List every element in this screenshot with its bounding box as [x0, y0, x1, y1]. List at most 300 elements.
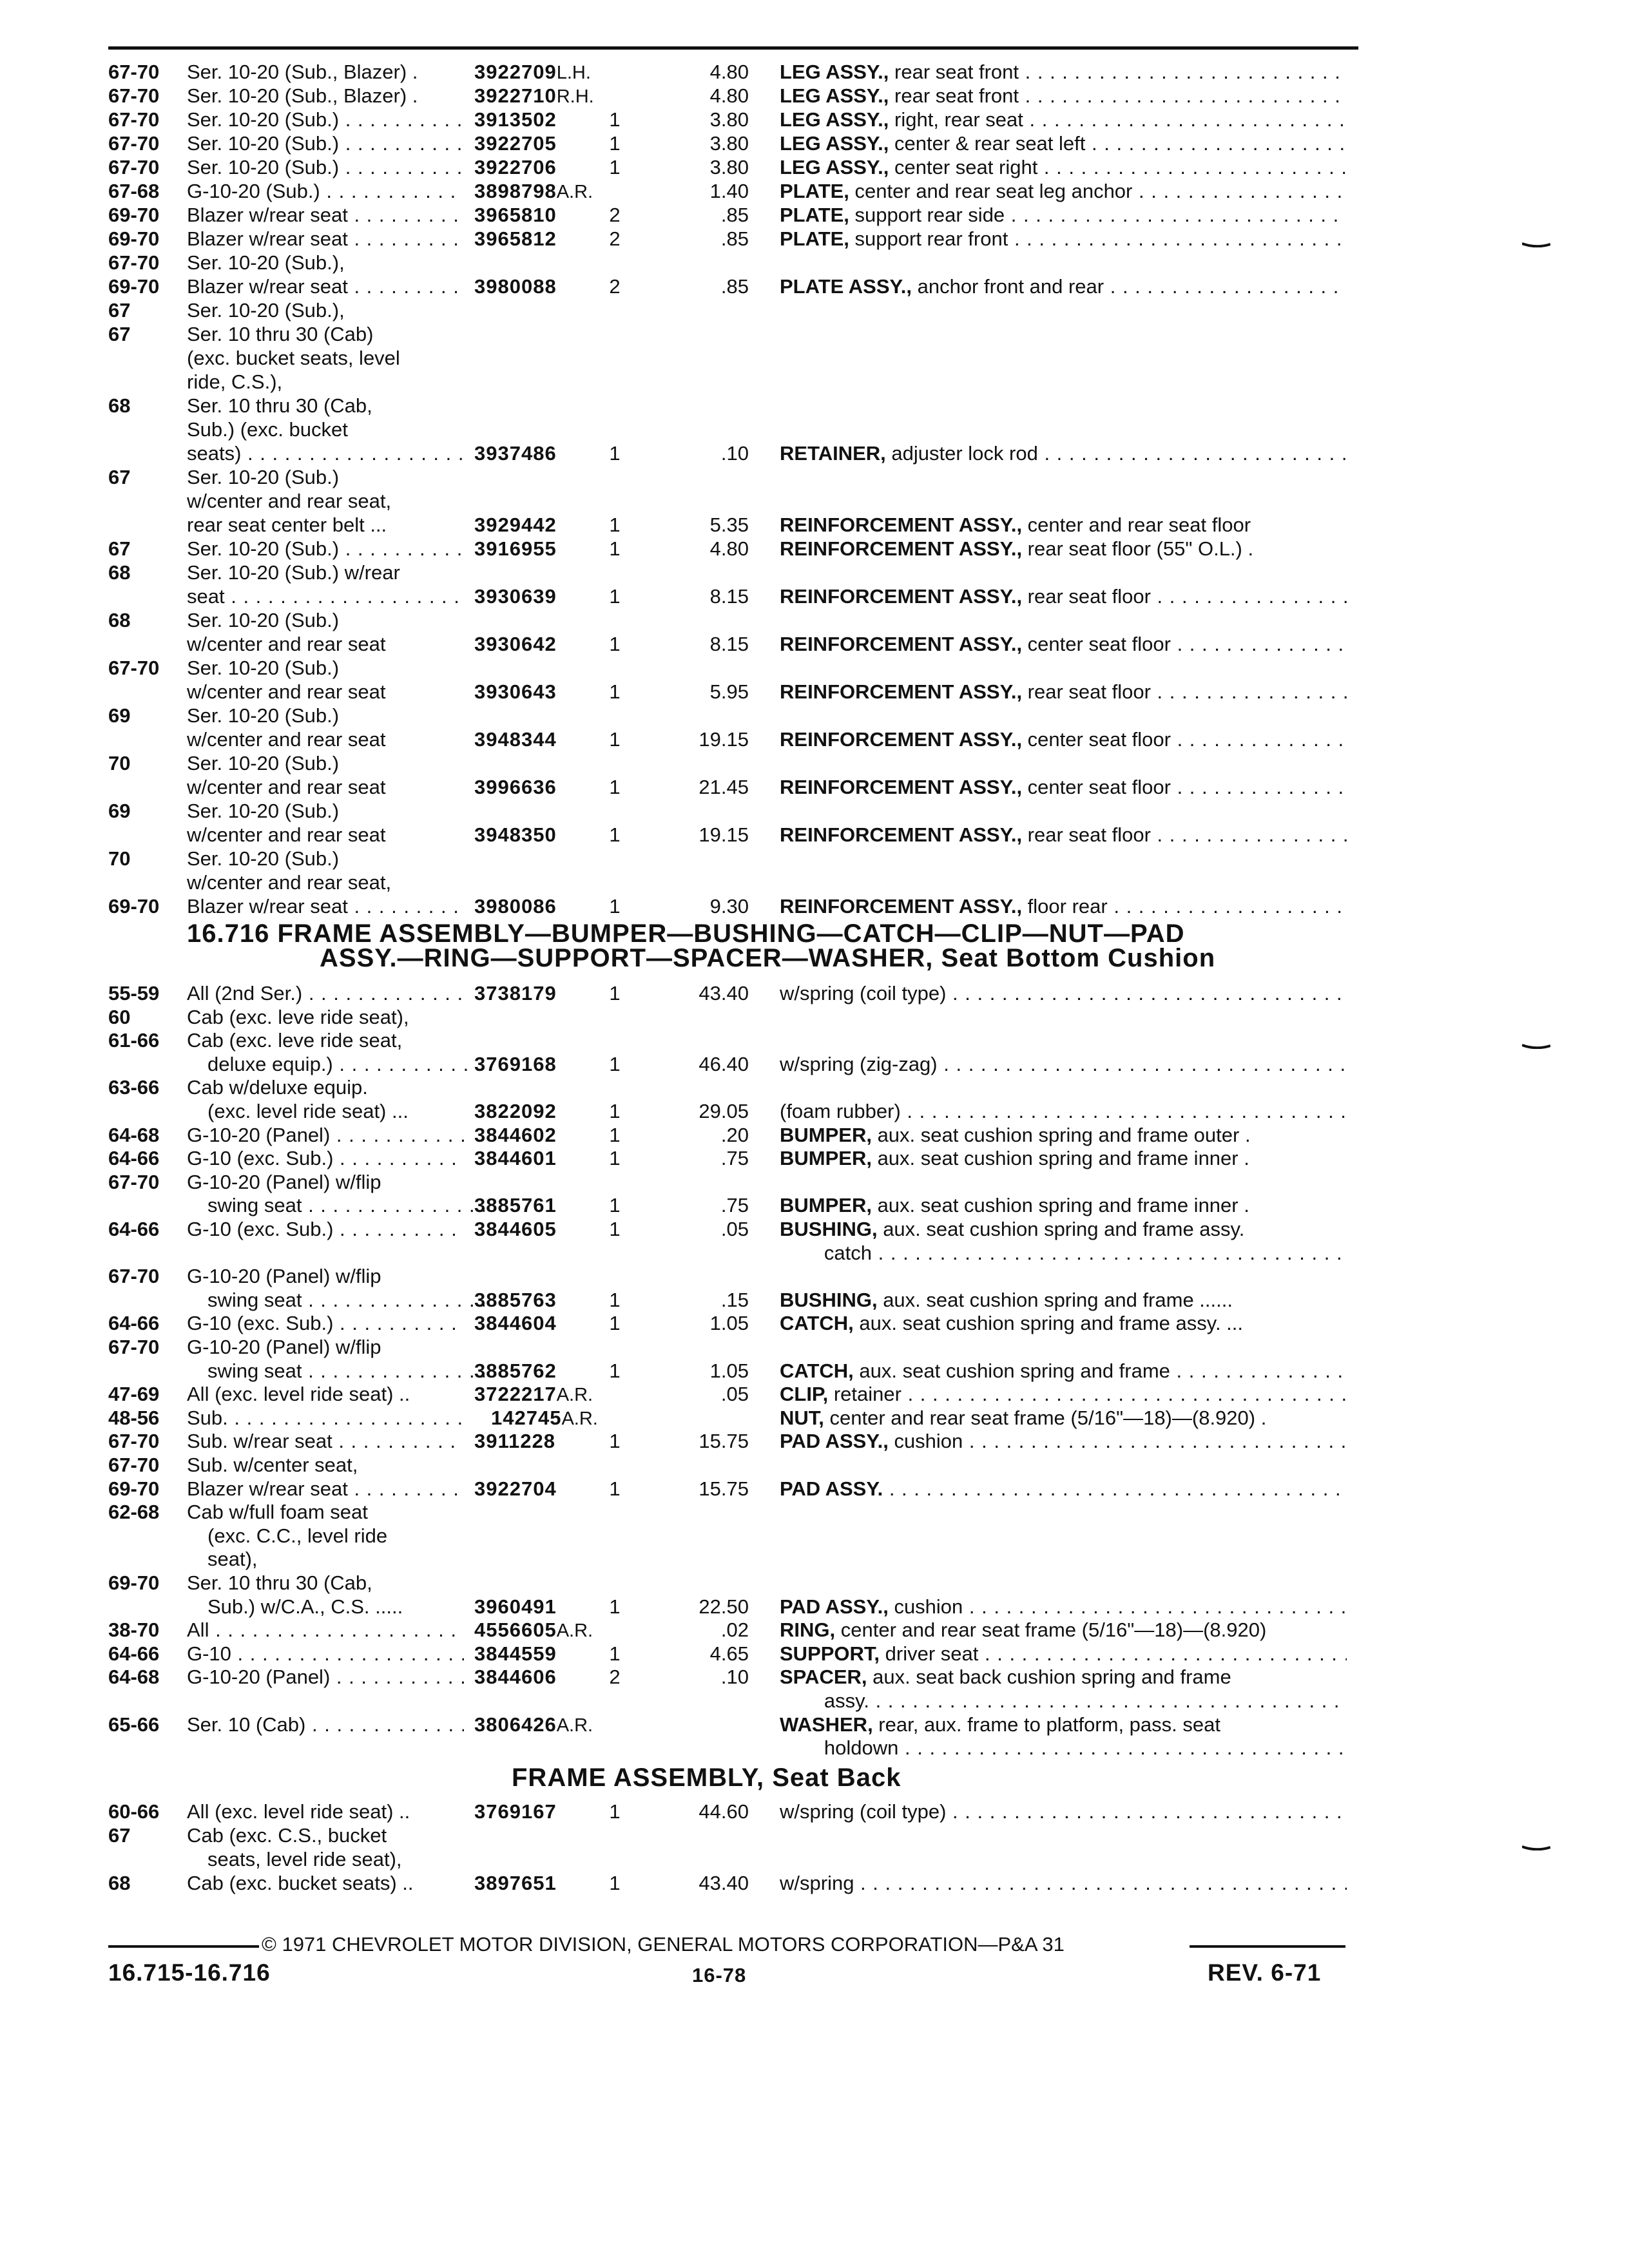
part-row — [0, 417, 1629, 443]
part-name — [780, 1146, 1347, 1171]
quantity: 1 — [609, 537, 621, 560]
part-name — [780, 1870, 1347, 1896]
part-name — [780, 1664, 1347, 1690]
part-name-detail: support rear side — [849, 204, 1005, 226]
part-row — [0, 393, 1629, 419]
part-number — [474, 536, 557, 562]
part-name-bold: REINFORCEMENT ASSY., — [780, 537, 1023, 560]
part-number-value: 3922706 — [474, 156, 557, 178]
footer-rule-left — [108, 1945, 259, 1948]
quantity: 2 — [609, 275, 621, 298]
part-row — [0, 1546, 1629, 1572]
part-name — [780, 1594, 1347, 1620]
quantity: 1 — [609, 1288, 621, 1311]
part-row — [0, 1428, 1629, 1454]
model-years: 69-70 — [108, 275, 160, 298]
model-years: 67-70 — [108, 1454, 160, 1476]
model-years: 67 — [108, 466, 131, 488]
part-name-detail: center and rear seat leg anchor — [849, 180, 1133, 202]
part-number-value: 3930643 — [474, 680, 557, 703]
part-row — [0, 1405, 1629, 1431]
part-name-bold: PLATE ASSY., — [780, 275, 912, 298]
part-number — [474, 274, 557, 300]
application-description: (exc. C.C., level ride — [207, 1524, 388, 1547]
part-name-bold: PAD ASSY. — [780, 1477, 883, 1500]
part-row — [0, 1688, 1629, 1714]
part-name — [780, 83, 1347, 109]
part-number-value: 3922705 — [474, 132, 557, 155]
application-description: Ser. 10-20 (Sub., Blazer) . — [187, 61, 418, 83]
application-description: w/center and rear seat — [187, 823, 386, 846]
part-number-value: 3965810 — [474, 204, 557, 226]
part-number — [474, 83, 594, 110]
price: .10 — [720, 1666, 749, 1689]
quantity: 1 — [609, 823, 621, 846]
application-description: Ser. 10-20 (Sub.), — [187, 251, 345, 274]
part-row — [0, 441, 1629, 466]
part-name-bold: CATCH, — [780, 1359, 854, 1382]
quantity: 1 — [609, 776, 621, 798]
model-years: 67-70 — [108, 84, 160, 107]
part-row — [0, 1122, 1629, 1148]
part-row — [0, 751, 1629, 776]
part-row — [0, 1264, 1629, 1289]
application-description: G-10 (exc. Sub.) . . . — [187, 1146, 464, 1171]
part-name-detail: aux. seat cushion spring and frame inner . — [871, 1147, 1249, 1170]
application-description: Ser. 10-20 (Sub.) w/rear — [187, 561, 400, 584]
quantity: 1 — [609, 1147, 621, 1170]
model-years: 67-70 — [108, 132, 160, 155]
quantity: 1 — [609, 1642, 621, 1665]
part-number — [474, 441, 557, 466]
part-row — [0, 1099, 1629, 1124]
quantity: 1 — [609, 514, 621, 536]
part-name — [780, 822, 1347, 848]
application-description: Sub. w/center seat, — [187, 1454, 358, 1476]
part-name — [780, 1799, 1347, 1825]
part-row — [0, 870, 1629, 896]
part-name-bold: LEG ASSY., — [780, 84, 889, 107]
part-number — [474, 1617, 593, 1644]
part-name-bold: PAD ASSY., — [780, 1430, 889, 1453]
part-name — [780, 536, 1347, 562]
part-row — [0, 1617, 1629, 1643]
part-number — [474, 1193, 557, 1218]
price: 15.75 — [699, 1430, 749, 1453]
part-number — [491, 1405, 598, 1432]
part-number — [474, 1428, 555, 1454]
part-number — [474, 822, 557, 848]
part-number-value: 3930639 — [474, 585, 557, 608]
part-name-bold: REINFORCEMENT ASSY., — [780, 585, 1023, 608]
part-name-detail: center seat floor — [1022, 633, 1171, 655]
part-number — [474, 226, 557, 252]
quantity: 1 — [609, 1359, 621, 1382]
part-number-value: 3885763 — [474, 1288, 557, 1311]
model-years: 67-70 — [108, 657, 160, 679]
model-years: 69-70 — [108, 895, 160, 918]
application-description: Ser. 10-20 (Sub.) — [187, 800, 340, 822]
part-row — [0, 1712, 1629, 1738]
part-name-bold: RING, — [780, 1619, 836, 1642]
part-number — [474, 1664, 557, 1690]
part-name-bold: PLATE, — [780, 180, 849, 202]
part-name-detail: (foam rubber) — [780, 1100, 901, 1122]
part-row — [0, 703, 1629, 729]
part-number — [474, 1476, 557, 1502]
quantity: 1 — [609, 1872, 621, 1894]
part-name-detail: cushion — [888, 1430, 963, 1453]
part-name-detail: center and rear seat frame (5/16"—18)—(8.920) — [835, 1619, 1267, 1642]
model-years: 63-66 — [108, 1076, 160, 1099]
part-name-bold: SPACER, — [780, 1666, 867, 1689]
part-name-detail: center seat floor — [1022, 728, 1171, 751]
part-name-detail: floor rear — [1022, 895, 1108, 918]
application-description: Cab (exc. bucket seats) .. — [187, 1872, 414, 1894]
part-row — [0, 1823, 1629, 1849]
part-row — [0, 679, 1629, 705]
quantity: 1 — [609, 1218, 621, 1240]
part-number — [474, 981, 557, 1006]
part-row — [0, 83, 1629, 109]
part-number — [474, 584, 557, 610]
part-name — [780, 1476, 1347, 1502]
part-row — [0, 59, 1629, 85]
model-years: 69-70 — [108, 1477, 160, 1500]
part-name-detail: aux. seat cushion spring and frame inner . — [871, 1194, 1249, 1217]
application-description: ride, C.S.), — [187, 370, 283, 393]
part-number — [474, 155, 557, 180]
part-name — [780, 1617, 1347, 1643]
part-number-suffix: A.R. — [556, 182, 593, 202]
quantity: 2 — [609, 227, 621, 250]
part-number-value: 3960491 — [474, 1595, 557, 1618]
part-name — [780, 131, 1347, 157]
part-number — [474, 512, 557, 538]
part-row — [0, 655, 1629, 681]
model-years: 47-69 — [108, 1383, 160, 1406]
price: 3.80 — [709, 108, 749, 131]
quantity: 1 — [609, 1430, 621, 1453]
application-description: G-10 . . . — [187, 1641, 464, 1667]
model-years: 68 — [108, 609, 131, 631]
part-row — [0, 1641, 1629, 1667]
part-row — [0, 274, 1629, 300]
part-row — [0, 1311, 1629, 1336]
application-description: Ser. 10 thru 30 (Cab, — [187, 394, 372, 417]
part-number-value: 3844605 — [474, 1218, 557, 1240]
model-years: 64-66 — [108, 1218, 160, 1240]
part-number-value: 3911228 — [474, 1430, 555, 1453]
price: 46.40 — [699, 1052, 749, 1075]
price: 4.80 — [709, 61, 749, 83]
part-number — [474, 679, 557, 705]
application-description: G-10-20 (Sub.) . . . — [187, 178, 464, 204]
part-name — [780, 1712, 1347, 1738]
part-number-value: 3844606 — [474, 1666, 557, 1689]
part-name-bold: BUSHING, — [780, 1288, 878, 1311]
price: 4.80 — [709, 84, 749, 107]
part-row — [0, 131, 1629, 157]
part-row — [0, 894, 1629, 919]
price: 15.75 — [699, 1477, 749, 1500]
part-number-suffix: R.H. — [556, 86, 594, 107]
application-description: Ser. 10-20 (Sub.) . . . — [187, 131, 464, 157]
application-description: (exc. level ride seat) ... — [207, 1100, 409, 1122]
part-number — [474, 1122, 557, 1148]
section-heading-seat-back: FRAME ASSEMBLY, Seat Back — [512, 1763, 901, 1792]
part-number — [474, 1381, 593, 1408]
part-number — [474, 1358, 557, 1384]
part-name-bold: LEG ASSY., — [780, 61, 889, 83]
part-number-value: 3806426 — [474, 1713, 557, 1736]
part-number-suffix: A.R. — [561, 1408, 598, 1429]
model-years: 67-70 — [108, 156, 160, 178]
part-name — [780, 1311, 1347, 1336]
part-row — [0, 536, 1629, 562]
application-description: All (2nd Ser.) . . . — [187, 981, 464, 1006]
quantity: 1 — [609, 1123, 621, 1146]
application-description: All (exc. level ride seat) .. — [187, 1383, 410, 1406]
margin-tick-mark — [1522, 1845, 1550, 1850]
footer-copyright: © 1971 CHEVROLET MOTOR DIVISION, GENERAL MOTORS CORPORATION—P&A 31 — [262, 1933, 1065, 1956]
footer-page-number: 16-78 — [692, 1964, 747, 1986]
application-description: Cab (exc. leve ride seat, — [187, 1029, 403, 1052]
model-years: 69-70 — [108, 227, 160, 250]
application-description: Ser. 10 thru 30 (Cab, — [187, 1571, 372, 1594]
margin-tick-mark — [1522, 242, 1550, 247]
model-years: 61-66 — [108, 1029, 160, 1052]
price: 29.05 — [699, 1100, 749, 1122]
part-name-bold: REINFORCEMENT ASSY., — [780, 728, 1023, 751]
part-name — [780, 512, 1347, 538]
application-description: seat . . . — [187, 584, 464, 610]
model-years: 70 — [108, 847, 131, 870]
part-row — [0, 1240, 1629, 1266]
price: 19.15 — [699, 728, 749, 751]
price: 1.05 — [709, 1359, 749, 1382]
part-number — [474, 1712, 593, 1738]
part-row — [0, 1870, 1629, 1896]
part-number-value: 4556605 — [474, 1619, 557, 1642]
part-name-detail: center and rear seat floor — [1022, 514, 1251, 536]
part-name — [780, 981, 1347, 1006]
application-description: Ser. 10-20 (Sub.) . . . — [187, 107, 464, 133]
part-name-detail: w/spring (coil type) — [780, 982, 947, 1004]
price: 5.35 — [709, 514, 749, 536]
application-description: Sub.) (exc. bucket — [187, 418, 348, 441]
model-years: 64-66 — [108, 1147, 160, 1170]
part-number-value: 3916955 — [474, 537, 557, 560]
quantity: 1 — [609, 585, 621, 608]
part-number-value: 3948350 — [474, 823, 557, 846]
application-description: All (exc. level ride seat) .. — [187, 1800, 410, 1823]
model-years: 64-68 — [108, 1666, 160, 1689]
model-years: 67-70 — [108, 251, 160, 274]
part-name-detail: cushion — [888, 1595, 963, 1618]
part-number — [474, 1799, 557, 1825]
part-name-detail: anchor front and rear — [911, 275, 1104, 298]
top-rule — [108, 46, 1358, 50]
quantity: 1 — [609, 1312, 621, 1335]
part-name-bold: LEG ASSY., — [780, 156, 889, 178]
part-name-bold: BUMPER, — [780, 1194, 872, 1217]
part-name-detail: aux. seat cushion spring and frame ...... — [877, 1288, 1233, 1311]
model-years: 38-70 — [108, 1619, 160, 1642]
part-row — [0, 345, 1629, 371]
model-years: 55-59 — [108, 982, 160, 1004]
part-name-detail: center & rear seat left — [889, 132, 1086, 155]
part-number-value: 3980086 — [474, 895, 557, 918]
part-row — [0, 631, 1629, 657]
part-name-bold: NUT, — [780, 1406, 824, 1429]
part-name — [780, 774, 1347, 800]
application-description: Ser. 10 (Cab) . . . — [187, 1712, 464, 1738]
part-name-bold: PAD ASSY., — [780, 1595, 889, 1618]
quantity: 1 — [609, 442, 621, 465]
model-years: 69-70 — [108, 1571, 160, 1594]
part-number-value: 3929442 — [474, 514, 557, 536]
price: 43.40 — [699, 1872, 749, 1894]
part-row — [0, 1075, 1629, 1100]
model-years: 64-66 — [108, 1312, 160, 1335]
price: 8.15 — [709, 585, 749, 608]
footer-section-range: 16.715-16.716 — [108, 1959, 271, 1986]
part-name — [780, 178, 1347, 204]
application-description: rear seat center belt ... — [187, 514, 387, 536]
application-description: swing seat . . . — [187, 1358, 485, 1384]
model-years: 70 — [108, 752, 131, 774]
part-name-detail: retainer — [828, 1383, 901, 1406]
part-name — [780, 1428, 1347, 1454]
price: 44.60 — [699, 1800, 749, 1823]
application-description: Ser. 10-20 (Sub.), — [187, 299, 345, 322]
price: .75 — [720, 1147, 749, 1170]
price: .85 — [720, 227, 749, 250]
part-name — [780, 202, 1347, 228]
part-row — [0, 1216, 1629, 1242]
part-row — [0, 1146, 1629, 1171]
part-row — [0, 1523, 1629, 1549]
model-years: 64-68 — [108, 1123, 160, 1146]
part-name — [780, 584, 1347, 610]
quantity: 1 — [609, 633, 621, 655]
part-name-bold: RETAINER, — [780, 442, 886, 465]
quantity: 1 — [609, 1800, 621, 1823]
part-row — [0, 981, 1629, 1006]
part-row — [0, 1381, 1629, 1407]
model-years: 67-70 — [108, 1170, 160, 1193]
part-number — [474, 1287, 557, 1313]
model-years: 67 — [108, 323, 131, 345]
part-row — [0, 155, 1629, 180]
part-row — [0, 1052, 1629, 1077]
part-row — [0, 1193, 1629, 1218]
model-years: 67-70 — [108, 1265, 160, 1288]
part-number-suffix: A.R. — [556, 1715, 593, 1736]
application-description: Blazer w/rear seat . . . — [187, 894, 464, 919]
application-description: Sub.) w/C.A., C.S. ..... — [207, 1595, 403, 1618]
application-description: w/center and rear seat, — [187, 871, 392, 894]
part-name-detail: aux. seat cushion spring and frame assy. — [877, 1218, 1245, 1240]
part-name — [780, 107, 1347, 133]
application-description: Blazer w/rear seat . . . — [187, 226, 464, 252]
section-heading-16-716-line-1: 16.716 FRAME ASSEMBLY—BUMPER—BUSHING—CATCH—CLIP—NUT—PAD — [187, 919, 1185, 948]
part-number-value: 3738179 — [474, 982, 557, 1004]
part-row — [0, 107, 1629, 133]
application-description: Cab w/full foam seat — [187, 1501, 368, 1524]
part-number — [474, 131, 557, 157]
part-row — [0, 560, 1629, 586]
part-row — [0, 584, 1629, 610]
application-description: Cab (exc. C.S., bucket — [187, 1824, 387, 1847]
part-row — [0, 322, 1629, 347]
part-row — [0, 178, 1629, 204]
application-description: Ser. 10-20 (Sub.) — [187, 609, 340, 631]
application-description: seat), — [207, 1548, 258, 1571]
part-name-detail: aux. seat back cushion spring and frame — [867, 1666, 1231, 1689]
part-name-detail: catch — [780, 1241, 872, 1264]
part-number-value: 3922709 — [474, 61, 557, 83]
price: .02 — [720, 1619, 749, 1642]
price: 3.80 — [709, 132, 749, 155]
model-years: 62-68 — [108, 1501, 160, 1524]
part-name-detail: w/spring (coil type) — [780, 1800, 947, 1823]
application-description: Blazer w/rear seat . . . — [187, 202, 464, 228]
application-description: Ser. 10-20 (Sub.) . . . — [187, 155, 464, 180]
part-number — [474, 727, 557, 753]
part-name — [780, 1122, 1347, 1148]
part-row — [0, 1594, 1629, 1620]
model-years: 69 — [108, 704, 131, 727]
part-number-value: 3769167 — [474, 1800, 557, 1823]
part-number-value: 3922710 — [474, 84, 557, 107]
part-name — [780, 1735, 1347, 1761]
part-name — [780, 155, 1347, 180]
part-name — [780, 1405, 1347, 1431]
part-number — [474, 1594, 557, 1620]
part-number-value: 3965812 — [474, 227, 557, 250]
part-name-detail: aux. seat cushion spring and frame — [853, 1359, 1170, 1382]
part-number — [474, 1870, 557, 1896]
part-row — [0, 1847, 1629, 1872]
part-name-detail: center seat right — [889, 156, 1038, 178]
part-row — [0, 774, 1629, 800]
part-number-suffix: A.R. — [556, 1385, 593, 1406]
part-name-detail: rear seat floor — [1022, 680, 1151, 703]
part-name-bold: BUSHING, — [780, 1218, 878, 1240]
application-description: w/center and rear seat — [187, 728, 386, 751]
part-name-bold: BUMPER, — [780, 1123, 872, 1146]
part-row — [0, 798, 1629, 824]
model-years: 48-56 — [108, 1406, 160, 1429]
model-years: 67-70 — [108, 61, 160, 83]
application-description: G-10 (exc. Sub.) . . . — [187, 1311, 464, 1336]
part-name — [780, 1099, 1347, 1124]
part-name — [780, 1381, 1347, 1407]
part-row — [0, 1287, 1629, 1313]
footer-revision: REV. 6-71 — [1208, 1959, 1322, 1986]
application-description: Blazer w/rear seat . . . — [187, 274, 464, 300]
footer-rule-right — [1190, 1945, 1345, 1948]
part-name-bold: BUMPER, — [780, 1147, 872, 1170]
quantity: 1 — [609, 982, 621, 1004]
price: 21.45 — [699, 776, 749, 798]
application-description: w/center and rear seat — [187, 776, 386, 798]
model-years: 67 — [108, 299, 131, 322]
model-years: 69-70 — [108, 204, 160, 226]
model-years: 67 — [108, 537, 131, 560]
